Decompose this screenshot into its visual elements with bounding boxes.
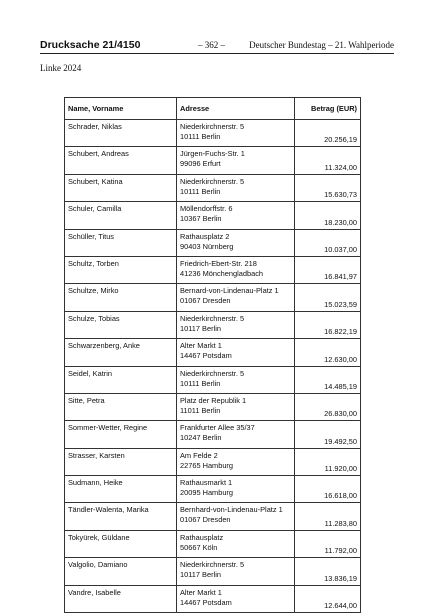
address-street: Niederkirchnerstr. 5 <box>180 176 245 186</box>
address-cell <box>177 530 295 557</box>
address-cell <box>177 174 295 201</box>
address-street: Rathausplatz <box>180 532 224 542</box>
amount-value: 12.644,00 <box>324 601 357 611</box>
address-city: 41236 Mönchengladbach <box>180 268 264 278</box>
amount-value: 11.283,80 <box>324 518 357 528</box>
amount-value: 11.920,00 <box>324 464 357 474</box>
address-street: Friedrich-Ebert-Str. 218 <box>180 258 257 268</box>
column-header-amount: Betrag (EUR) <box>295 98 361 120</box>
table-row <box>65 530 361 557</box>
address-city: 01067 Dresden <box>180 296 231 306</box>
name-cell <box>65 229 177 256</box>
address-cell <box>177 585 295 612</box>
address-cell <box>177 284 295 311</box>
amount-cell <box>295 174 361 201</box>
amount-value: 11.324,00 <box>324 162 357 172</box>
address-city: 10111 Berlin <box>180 378 221 388</box>
page-header <box>40 39 394 53</box>
name-cell <box>65 256 177 283</box>
amount-cell <box>295 530 361 557</box>
person-name: Tändler-Walenta, Marika <box>68 505 149 515</box>
address-city: 01067 Dresden <box>180 515 231 525</box>
address-street: Rathausmarkt 1 <box>180 478 233 488</box>
address-street: Niederkirchnerstr. 5 <box>180 560 245 570</box>
table-row <box>65 174 361 201</box>
address-cell <box>177 366 295 393</box>
amount-cell <box>295 448 361 475</box>
name-cell <box>65 366 177 393</box>
name-cell <box>65 174 177 201</box>
amount-cell <box>295 421 361 448</box>
name-cell <box>65 120 177 147</box>
person-name: Vandre, Isabelle <box>68 587 121 597</box>
address-city: 20095 Hamburg <box>180 488 234 498</box>
name-cell <box>65 585 177 612</box>
address-street: Frankfurter Allee 35/37 <box>180 423 255 433</box>
amount-value: 10.037,00 <box>324 244 357 254</box>
amount-cell <box>295 284 361 311</box>
amount-value: 13.836,19 <box>324 573 357 583</box>
address-cell <box>177 311 295 338</box>
publisher-label: Deutscher Bundestag – 21. Wahlperiode <box>249 40 394 50</box>
address-cell <box>177 147 295 174</box>
address-cell <box>177 120 295 147</box>
address-cell <box>177 256 295 283</box>
table-row <box>65 120 361 147</box>
person-name: Sudmann, Heike <box>68 478 123 488</box>
amount-value: 16.822,19 <box>324 327 357 337</box>
name-cell <box>65 202 177 229</box>
name-cell <box>65 476 177 503</box>
table-row <box>65 366 361 393</box>
name-cell <box>65 393 177 420</box>
page-number: – 362 – <box>198 40 225 50</box>
person-name: Seidel, Katrin <box>68 368 112 378</box>
table-row <box>65 202 361 229</box>
address-street: Möllendorffstr. 6 <box>180 204 233 214</box>
address-city: 10111 Berlin <box>180 132 221 141</box>
person-name: Strasser, Karsten <box>68 450 125 460</box>
person-name: Tokyürek, Güldane <box>68 532 130 542</box>
table-row <box>65 421 361 448</box>
amount-value: 16.841,97 <box>324 272 357 282</box>
table-row <box>65 284 361 311</box>
address-city: 90403 Nürnberg <box>180 241 234 251</box>
amount-cell <box>295 585 361 612</box>
name-cell <box>65 503 177 530</box>
amount-cell <box>295 147 361 174</box>
person-name: Schrader, Niklas <box>68 122 122 131</box>
amount-cell <box>295 120 361 147</box>
name-cell <box>65 311 177 338</box>
amount-cell <box>295 339 361 366</box>
person-name: Schubert, Katina <box>68 176 123 186</box>
person-name: Schwarzenberg, Anke <box>68 341 140 351</box>
amount-value: 20.256,19 <box>324 135 357 145</box>
table-row <box>65 229 361 256</box>
amount-cell <box>295 503 361 530</box>
table-header-row <box>65 98 361 120</box>
address-city: 10367 Berlin <box>180 214 222 224</box>
table-row <box>65 147 361 174</box>
donations-table <box>64 97 361 613</box>
address-cell <box>177 558 295 585</box>
address-street: Platz der Republik 1 <box>180 395 247 405</box>
address-city: 22765 Hamburg <box>180 460 234 470</box>
person-name: Schuler, Camilla <box>68 204 122 214</box>
column-header-address: Adresse <box>177 98 295 120</box>
person-name: Schultze, Mirko <box>68 286 119 296</box>
name-cell <box>65 147 177 174</box>
amount-value: 16.618,00 <box>324 491 357 501</box>
name-cell <box>65 530 177 557</box>
amount-value: 11.792,00 <box>324 546 357 556</box>
address-city: 14467 Potsdam <box>180 351 232 361</box>
address-street: Niederkirchnerstr. 5 <box>180 313 245 323</box>
table-row <box>65 448 361 475</box>
address-cell <box>177 476 295 503</box>
amount-cell <box>295 558 361 585</box>
address-city: 99096 Erfurt <box>180 159 221 169</box>
table-row <box>65 339 361 366</box>
address-street: Am Felde 2 <box>180 450 218 460</box>
person-name: Schultz, Torben <box>68 258 119 268</box>
table-row <box>65 503 361 530</box>
section-subtitle: Linke 2024 <box>40 63 82 73</box>
amount-cell <box>295 366 361 393</box>
document-number: Drucksache 21/4150 <box>40 39 141 51</box>
amount-cell <box>295 202 361 229</box>
address-street: Jürgen-Fuchs-Str. 1 <box>180 149 245 159</box>
table-row <box>65 558 361 585</box>
address-cell <box>177 339 295 366</box>
table-row <box>65 585 361 612</box>
address-cell <box>177 503 295 530</box>
table-row <box>65 476 361 503</box>
person-name: Schüller, Titus <box>68 231 115 241</box>
person-name: Sitte, Petra <box>68 395 105 405</box>
amount-cell <box>295 476 361 503</box>
address-cell <box>177 421 295 448</box>
person-name: Schulze, Tobias <box>68 313 120 323</box>
address-city: 10117 Berlin <box>180 570 221 580</box>
table-row <box>65 256 361 283</box>
amount-value: 12.630,00 <box>324 354 357 364</box>
person-name: Valgolio, Damiano <box>68 560 128 570</box>
person-name: Sommer-Wetter, Regine <box>68 423 148 433</box>
address-street: Bernard-von-Lindenau-Platz 1 <box>180 286 279 296</box>
address-cell <box>177 229 295 256</box>
name-cell <box>65 421 177 448</box>
address-street: Niederkirchnerstr. 5 <box>180 368 245 378</box>
person-name: Schubert, Andreas <box>68 149 129 159</box>
name-cell <box>65 339 177 366</box>
address-city: 11011 Berlin <box>180 405 221 415</box>
address-city: 10111 Berlin <box>180 186 221 196</box>
amount-value: 26.830,00 <box>324 409 357 419</box>
address-cell <box>177 448 295 475</box>
amount-cell <box>295 229 361 256</box>
address-cell <box>177 393 295 420</box>
address-cell <box>177 202 295 229</box>
amount-value: 15.023,59 <box>324 299 357 309</box>
address-city: 10247 Berlin <box>180 433 222 443</box>
address-city: 50667 Köln <box>180 542 218 552</box>
name-cell <box>65 284 177 311</box>
amount-value: 19.492,50 <box>324 436 357 446</box>
name-cell <box>65 558 177 585</box>
address-street: Rathausplatz 2 <box>180 231 230 241</box>
address-street: Alter Markt 1 <box>180 341 222 351</box>
table-body <box>65 120 361 613</box>
header-rule <box>40 53 394 54</box>
amount-cell <box>295 256 361 283</box>
column-header-name: Name, Vorname <box>65 98 177 120</box>
table-row <box>65 311 361 338</box>
address-city: 14467 Potsdam <box>180 597 232 607</box>
amount-value: 15.630,73 <box>324 190 357 200</box>
table-row <box>65 393 361 420</box>
address-street: Bernhard-von-Lindenau-Platz 1 <box>180 505 283 515</box>
address-street: Alter Markt 1 <box>180 587 222 597</box>
address-city: 10117 Berlin <box>180 323 221 333</box>
amount-value: 18.230,00 <box>324 217 357 227</box>
address-street: Niederkirchnerstr. 5 <box>180 122 245 131</box>
amount-cell <box>295 393 361 420</box>
amount-cell <box>295 311 361 338</box>
name-cell <box>65 448 177 475</box>
amount-value: 14.485,19 <box>324 381 357 391</box>
